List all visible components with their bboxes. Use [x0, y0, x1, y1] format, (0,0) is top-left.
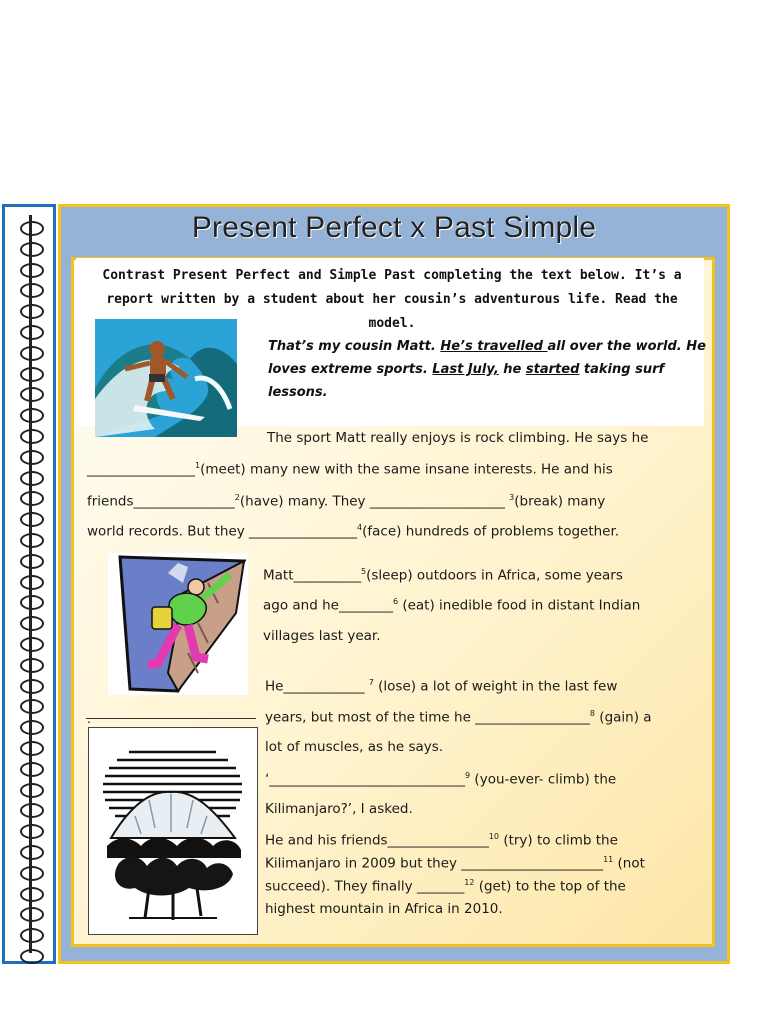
- exercise-text: (eat) inedible food in distant Indian: [398, 597, 641, 614]
- exercise-text: (lose) a lot of weight in the last few: [373, 678, 618, 695]
- binding-coil: [20, 450, 44, 465]
- blank-number: 4: [357, 523, 363, 532]
- model-paragraph: [268, 335, 708, 404]
- worksheet-title: Present Perfect x Past Simple: [191, 211, 597, 244]
- exercise-line-11: [265, 771, 616, 788]
- exercise-text: (sleep) outdoors in Africa, some years: [366, 567, 623, 584]
- binding-coil: [20, 283, 44, 298]
- model-text-3: he: [498, 362, 526, 377]
- model-text-2: all over the world. He loves extreme sports.: [268, 339, 706, 377]
- binding-coil: [20, 408, 44, 423]
- blank-10: He and his friends_______________: [265, 832, 489, 849]
- blank-12: succeed). They finally _______: [265, 878, 465, 895]
- blank-number: 1: [195, 461, 201, 470]
- model-underline-1: He’s travelled: [440, 339, 548, 354]
- exercise-line-1: The sport Matt really enjoys is rock climbing. He says he: [267, 430, 649, 446]
- exercise-line-9: [265, 709, 652, 726]
- divider-line: [86, 718, 256, 719]
- binding-coil: [20, 679, 44, 694]
- exercise-line-12: Kilimanjaro?’, I asked.: [265, 801, 413, 817]
- binding-coil: [20, 533, 44, 548]
- blank-11: Kilimanjaro in 2009 but they _____________________: [265, 855, 604, 872]
- model-underline-2: Last July,: [432, 362, 499, 377]
- exercise-line-6: [263, 597, 640, 614]
- binding-coil: [20, 263, 44, 278]
- binding-coil: [20, 616, 44, 631]
- binding-coil: [20, 845, 44, 860]
- binding-coil: [20, 824, 44, 839]
- exercise-text: (break) many: [514, 493, 606, 510]
- binding-coil: [20, 699, 44, 714]
- binding-coil: [20, 325, 44, 340]
- instructions: Contrast Present Perfect and Simple Past completing the text below. It’s a report written by a student about her cousin’s adventurous life. Read the model.: [102, 268, 682, 331]
- blank-3: (have) many. They ____________________: [239, 493, 510, 510]
- blank-number: 6: [392, 597, 399, 606]
- exercise-line-3: [87, 493, 605, 510]
- blank-7: He____________: [265, 678, 369, 695]
- blank-4: world records. But they ________________: [87, 523, 358, 540]
- binding-coil: [20, 221, 44, 236]
- blank-number: 3: [509, 493, 515, 502]
- exercise-text: (meet) many new with the same insane interests. He and his: [200, 461, 613, 478]
- binding-coil: [20, 762, 44, 777]
- exercise-line-14: [265, 855, 645, 872]
- model-text-1: That’s my cousin Matt.: [268, 339, 441, 354]
- exercise-line-16: highest mountain in Africa in 2010.: [265, 901, 503, 917]
- blank-number: 8: [589, 709, 596, 718]
- exercise-line-13: [265, 832, 618, 849]
- stray-dot: .: [87, 712, 91, 726]
- spiral-binding: [2, 204, 56, 964]
- exercise-line-7: villages last year.: [263, 628, 381, 644]
- binding-coil: [20, 907, 44, 922]
- blank-1: ________________: [87, 461, 195, 478]
- blank-5: Matt__________: [263, 567, 362, 584]
- exercise-text: (gain) a: [595, 709, 652, 726]
- exercise-text: (face) hundreds of problems together.: [362, 523, 620, 540]
- binding-coil: [20, 512, 44, 527]
- exercise-text: (not: [613, 855, 645, 872]
- exercise-text: (you-ever- climb) the: [470, 771, 617, 788]
- exercise-line-5: [263, 567, 623, 584]
- binding-coil: [20, 595, 44, 610]
- exercise-line-15: [265, 878, 626, 895]
- binding-coil: [20, 887, 44, 902]
- blank-8: years, but most of the time he _________________: [265, 709, 590, 726]
- binding-coil: [20, 387, 44, 402]
- binding-coil: [20, 783, 44, 798]
- binding-coil: [20, 720, 44, 735]
- exercise-text: (get) to the top of the: [474, 878, 626, 895]
- model-text-4: taking surf lessons.: [268, 362, 665, 400]
- binding-coil: [20, 367, 44, 382]
- blank-6: ago and he________: [263, 597, 393, 614]
- binding-coil: [20, 949, 44, 964]
- binding-coil: [20, 346, 44, 361]
- blank-number: 9: [465, 771, 471, 780]
- blank-9: ‘_____________________________: [265, 771, 466, 788]
- binding-coil: [20, 429, 44, 444]
- blank-number: 11: [603, 855, 614, 864]
- surfer-image: [95, 319, 237, 437]
- exercise-line-8: [265, 678, 617, 695]
- blank-number: 10: [488, 832, 500, 841]
- blank-number: 7: [368, 678, 374, 687]
- binding-coil: [20, 803, 44, 818]
- binding-coil: [20, 304, 44, 319]
- binding-coil: [20, 242, 44, 257]
- exercise-line-2: [87, 461, 613, 478]
- binding-coil: [20, 741, 44, 756]
- blank-number: 5: [361, 567, 367, 576]
- binding-coil: [20, 575, 44, 590]
- blank-number: 12: [464, 878, 475, 887]
- exercise-line-4: [87, 523, 619, 540]
- mountain-image: [88, 727, 258, 935]
- binding-coil: [20, 554, 44, 569]
- binding-coil: [20, 658, 44, 673]
- model-underline-3: started: [525, 362, 580, 377]
- binding-coil: [20, 928, 44, 943]
- exercise-line-10: lot of muscles, as he says.: [265, 739, 444, 755]
- binding-coil: [20, 491, 44, 506]
- binding-coil: [20, 471, 44, 486]
- exercise-text: (try) to climb the: [499, 832, 618, 849]
- binding-coil: [20, 637, 44, 652]
- blank-2: friends_______________: [87, 493, 235, 510]
- binding-coil: [20, 866, 44, 881]
- blank-number: 2: [234, 493, 240, 502]
- climber-image: [108, 553, 248, 695]
